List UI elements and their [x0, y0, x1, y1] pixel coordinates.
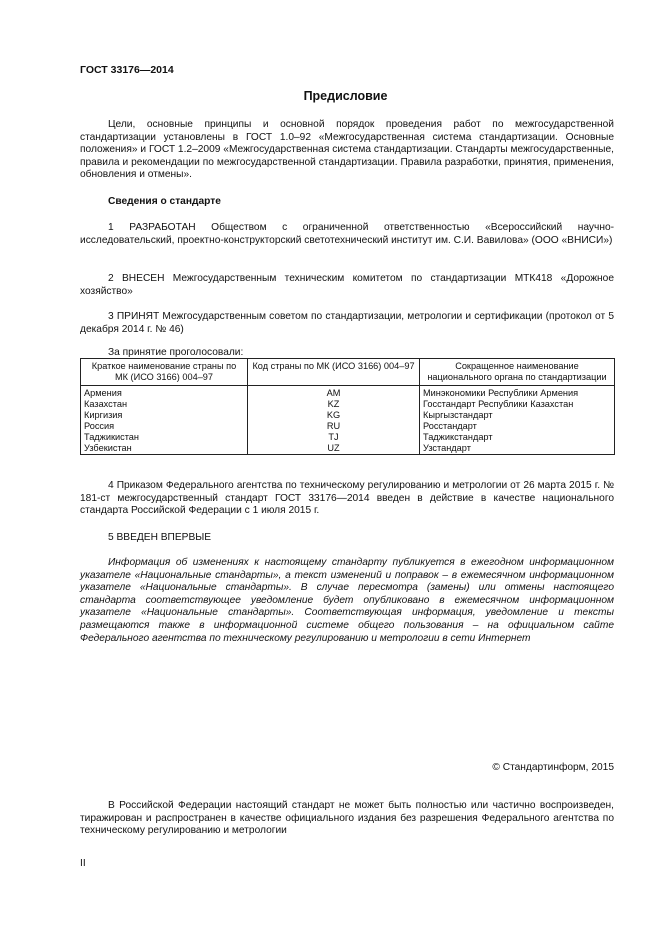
cell-country: Узбекистан	[81, 443, 248, 455]
item-introduced: 2 ВНЕСЕН Межгосударственным техническим комитетом по стандартизации МТК418 «Дорожное хозяйство»	[80, 273, 614, 297]
cell-code: UZ	[248, 443, 420, 455]
col-header-country: Краткое наименование страны по МК (ИСО 3166) 004–97	[81, 359, 248, 386]
cell-country: Армения	[81, 386, 248, 400]
page-title: Предисловие	[303, 89, 388, 103]
table-row	[81, 399, 615, 410]
cell-body: Росстандарт	[420, 421, 615, 432]
cell-code: AM	[248, 386, 420, 400]
table-row	[81, 386, 615, 400]
cell-body: Минэкономики Республики Армения	[420, 386, 615, 400]
table-row	[81, 443, 615, 455]
cell-code: KG	[248, 410, 420, 421]
changes-info-paragraph: Информация об изменениях к настоящему стандарту публикуется в ежегодном информационном указателе «Национальные стандарты», а текст изменений и поправок – в ежемесячном информационном указателе «Национальные стандарты». В случае пересмотра (замены) или отмены настоящего стандарта соответствующее уведомление будет опубликовано в ежемесячном информационном указателе «Национальные стандарты». Соответствующая информация, уведомление и тексты размещаются также в информационной системе общего пользования – на официальном сайте Федерального агентства по техническому регулированию и метрологии в сети Интернет	[80, 557, 614, 644]
page-number: II	[80, 858, 86, 869]
item-first-introduced: 5 ВВЕДЕН ВПЕРВЫЕ	[108, 532, 212, 543]
item-enacted: 4 Приказом Федерального агентства по техническому регулированию и метрологии от 26 марта 2015 г. № 181-ст межгосударственный стандарт ГОСТ 33176—2014 введен в действие в качестве национального стандарта Российской Федерации с 1 июля 2015 г.	[80, 480, 614, 517]
item-adopted: 3 ПРИНЯТ Межгосударственным советом по стандартизации, метрологии и сертификации (протокол от 5 декабря 2014 г. № 46)	[80, 311, 614, 335]
cell-code: TJ	[248, 432, 420, 443]
table-row	[81, 421, 615, 432]
cell-body: Узстандарт	[420, 443, 615, 455]
restriction-paragraph: В Российской Федерации настоящий стандарт не может быть полностью или частично воспроизведен, тиражирован и распространен в качестве официального издания без разрешения Федерального агентства по техническому регулированию и метрологии	[80, 800, 614, 837]
table-header-row	[81, 359, 615, 386]
table-row	[81, 432, 615, 443]
section-title: Сведения о стандарте	[108, 196, 221, 207]
col-header-body: Сокращенное наименование национального органа по стандартизации	[420, 359, 615, 386]
cell-country: Таджикистан	[81, 432, 248, 443]
cell-country: Россия	[81, 421, 248, 432]
voting-table	[80, 358, 615, 455]
item-developed: 1 РАЗРАБОТАН Обществом с ограниченной ответственностью «Всероссийский научно-исследовательский, проектно-конструкторский светотехнический институт им. С.И. Вавилова» (ООО «ВНИСИ»)	[80, 222, 614, 246]
cell-body: Таджикстандарт	[420, 432, 615, 443]
col-header-code: Код страны по МК (ИСО 3166) 004–97	[248, 359, 420, 386]
vote-intro: За принятие проголосовали:	[108, 347, 244, 358]
cell-body: Кыргызстандарт	[420, 410, 615, 421]
cell-country: Киргизия	[81, 410, 248, 421]
cell-code: KZ	[248, 399, 420, 410]
copyright-notice: © Стандартинформ, 2015	[492, 762, 614, 773]
cell-country: Казахстан	[81, 399, 248, 410]
document-header: ГОСТ 33176—2014	[80, 64, 174, 76]
cell-body: Госстандарт Республики Казахстан	[420, 399, 615, 410]
table-row	[81, 410, 615, 421]
cell-code: RU	[248, 421, 420, 432]
intro-paragraph: Цели, основные принципы и основной порядок проведения работ по межгосударственной стандартизации установлены в ГОСТ 1.0–92 «Межгосударственная система стандартизации. Основные положения» и ГОСТ 1.2–2009 «Межгосударственная система стандартизации. Стандарты межгосударственные, правила и рекомендации по межгосударственной стандартизации. Правила разработки, принятия, применения, обновления и отмены».	[80, 119, 614, 181]
